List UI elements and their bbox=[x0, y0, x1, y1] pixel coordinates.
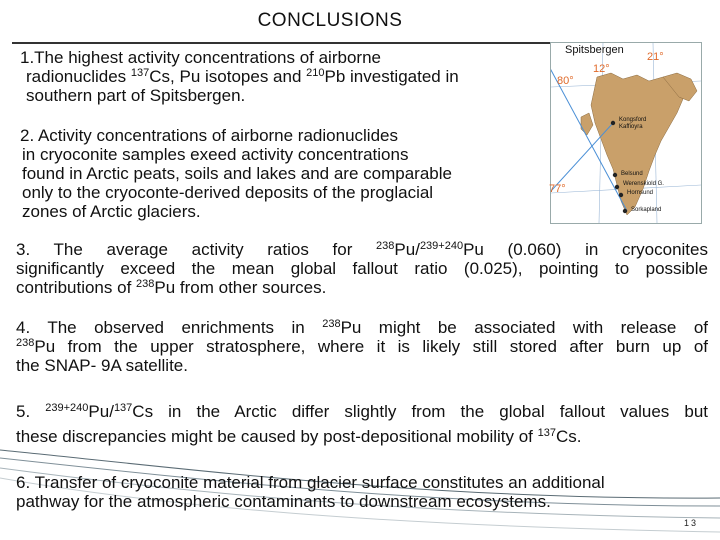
conclusion-1-line3: southern part of Spitsbergen. bbox=[26, 86, 246, 105]
map-title: Spitsbergen bbox=[565, 44, 624, 56]
map-label-hornsund: Hornsund bbox=[627, 190, 654, 196]
conclusion-2-line2: in cryoconite samples exeed activity concentrations bbox=[22, 145, 409, 164]
map-lon-12: 12° bbox=[593, 63, 610, 75]
map-lat-80: 80° bbox=[557, 75, 574, 87]
map-label-belsund: Belsund bbox=[621, 171, 643, 177]
conclusion-2-line1: 2. Activity concentrations of airborne radionuclides bbox=[20, 126, 398, 145]
conclusion-6 bbox=[16, 473, 708, 511]
site-marker-belsund bbox=[613, 173, 617, 177]
conclusion-2-line4: only to the cryoconte-derived deposits of the proglacial bbox=[22, 183, 434, 202]
conclusion-2 bbox=[20, 126, 550, 221]
slide-title: CONCLUSIONS bbox=[257, 10, 403, 31]
conclusion-3-line3: contributions of $^{238}$Pu from other sources. bbox=[16, 278, 327, 297]
conclusion-1 bbox=[20, 48, 550, 105]
conclusion-6-line2: pathway for the atmospheric contaminants to downstream ecosystems. bbox=[16, 492, 551, 511]
map-lon-21: 21° bbox=[647, 51, 664, 63]
site-marker-werenskiold bbox=[615, 185, 619, 189]
conclusion-4 bbox=[16, 318, 708, 375]
conclusion-1-line1: 1.The highest activity concentrations of airborne bbox=[20, 48, 381, 67]
conclusion-3-line1: 3. The average activity ratios for $^{238}$Pu/$^{239+240}$Pu (0.060) in cryoconites bbox=[16, 240, 708, 259]
site-marker-hornsund bbox=[619, 193, 623, 197]
conclusion-4-line3: the SNAP- 9A satellite. bbox=[16, 356, 188, 375]
map-graphic bbox=[551, 43, 701, 223]
map-lat-77: 77° bbox=[549, 183, 566, 195]
conclusion-4-line2: $^{238}$Pu from the upper stratosphere, where it is likely still stored after burn up of bbox=[16, 337, 708, 356]
conclusion-5-line2: these discrepancies might be caused by post-depositional mobility of $^{137}$Cs. bbox=[16, 427, 582, 446]
conclusion-3 bbox=[16, 240, 708, 297]
conclusion-1-line2: radionuclides $^{137}$Cs, Pu isotopes and $^{210}$Pb investigated in bbox=[26, 67, 459, 86]
map-label-kaffioyra: Kaffioyra bbox=[619, 124, 643, 130]
map-label-werenskiold: Werenskiold G. bbox=[623, 181, 664, 187]
conclusion-4-line1: 4. The observed enrichments in $^{238}$Pu might be associated with release of bbox=[16, 318, 708, 337]
conclusion-6-line1: 6. Transfer of cryoconite material from glacier surface constitutes an additional bbox=[16, 473, 605, 492]
map-label-kongsford: Kongsford bbox=[619, 117, 647, 123]
map-label-sorkapland: Sorkapland bbox=[631, 207, 662, 213]
conclusion-3-line2: significantly exceed the mean global fallout ratio (0.025), pointing to possible bbox=[16, 259, 708, 278]
conclusion-5-line1: 5. $^{239+240}$Pu/$^{137}$Cs in the Arctic differ slightly from the global fallout values but bbox=[16, 402, 708, 421]
spitsbergen-map bbox=[550, 42, 702, 224]
conclusion-2-line3: found in Arctic peats, soils and lakes and are comparable bbox=[22, 164, 452, 183]
site-marker-sorkapland bbox=[623, 209, 627, 213]
page-number: 13 bbox=[683, 518, 698, 528]
conclusion-2-line5: zones of Arctic glaciers. bbox=[22, 202, 201, 221]
site-marker-kongsford bbox=[611, 121, 615, 125]
